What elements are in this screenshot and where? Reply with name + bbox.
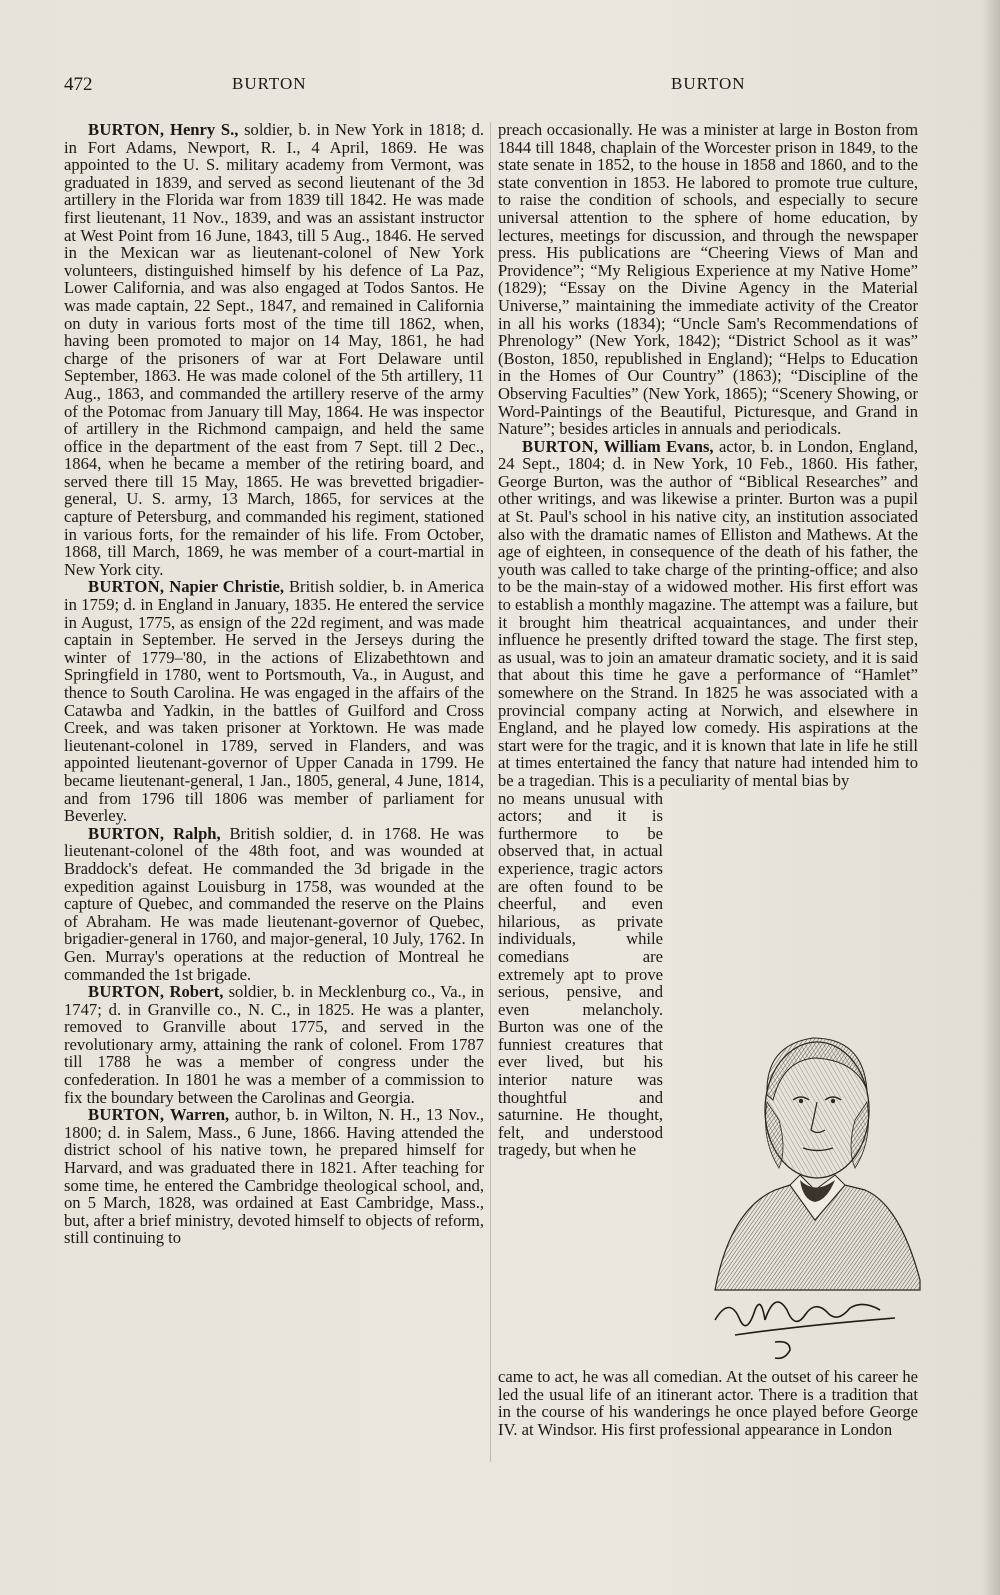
- entry-text: actor, b. in London, England, 24 Sept., 1804; d. in New York, 10 Feb., 1860. His father, George Burton, was the author of “Biblical Researches” and other writings, and was likewise a printer. Burton was a pupil at St. Paul's school in his native city, an institution associated also with the dramatic names of Elliston and Mathews. At the age of eighteen, in consequence of the death of his father, the youth was called to take charge of the printing-office; and also to be the main-stay of a widowed mother. His first effort was to establish a monthly magazine. The attempt was a failure, but it brought him theatrical acquaintances, and under their influence he presently drifted toward the stage. The first step, as usual, was to join an amateur dramatic society, and it is said that about this time he gave a performance of “Hamlet” somewhere on the Strand. In 1825 he was associated with a provincial company acting at Norwich, and elsewhere in England, and he played low comedy. His aspirations at the start were for the tragic, and it is known that late in life he still at times entertained the fancy that nature had intended him to be a tragedian. This is a peculiarity of mental bias by: [498, 436, 918, 790]
- engraved-portrait-icon: [695, 990, 930, 1365]
- entry-given-name: William Evans,: [603, 436, 714, 456]
- entry-warren-burton: [64, 1106, 484, 1247]
- entry-robert-burton: [64, 983, 484, 1106]
- entry-ralph-burton: [64, 825, 484, 983]
- page-header: [0, 74, 1000, 100]
- entry-given-name: Ralph,: [173, 823, 221, 843]
- running-head-left: BURTON: [232, 74, 307, 93]
- entry-napier-christie-burton: [64, 578, 484, 824]
- tail-text: came to act, he was all comedian. At the outset of his career he led the usual life of an itinerant actor. There is a tradition that in the course of his wanderings he once played before George IV. at Windsor. His first professional appearance in London: [498, 1367, 918, 1439]
- entry-text: author, b. in Wilton, N. H., 13 Nov., 1800; d. in Salem, Mass., 6 June, 1866. Having attended the district school of his native town, he prepared himself for Harvard, and was graduated there in 1821. After teaching for some time, he entered the Cambridge theological school, and, on 5 March, 1828, was ordained at East Cambridge, Mass., but, after a brief ministry, devoted himself to objects of reform, still continuing to: [64, 1105, 484, 1248]
- entry-given-name: Henry S.,: [170, 120, 239, 139]
- entry-text: British soldier, b. in America in 1759; d. in England in January, 1835. He entered the service in August, 1775, as ensign of the 22d regiment, and was made captain in September. He served in the Jerseys during the winter of 1779–'80, in the actions of Elizabethtown and Springfield in 1780, went to Portsmouth, Va., in August, and thence to South Carolina. He was engaged in the affairs of the Catawba and Yadkin, in the battles of Guilford and Cross Creek, and was taken prisoner at Yorktown. He was made lieutenant-colonel in 1789, served in Flanders, and was appointed lieutenant-governor of Upper Canada in 1799. He became lieutenant-general, 1 Jan., 1805, general, 4 June, 1814, and from 1796 till 1806 was member of parliament for Beverley.: [64, 577, 485, 826]
- wrap-around-text: no means unusual with actors; and it is furthermore to be observed that, in actual experience, tragic actors are often found to be cheerful, and even hilarious, as private individuals, while comedians are extremely apt to prove serious, pensive, and even melancholy. Burton was one of the funniest creatures that ever lived, but his interior nature was thoughtful and saturnine. He thought, felt, and understood tragedy, but when he: [498, 788, 663, 1160]
- continuation-text: preach occasionally. He was a minister at large in Boston from 1844 till 1848, chaplain of the Worcester prison in 1849, to the state senate in 1852, to the house in 1858 and 1860, and to the state convention in 1853. He labored to promote true culture, to raise the condition of schools, and especially to secure universal attention to the sphere of home education, by lectures, meetings for discussion, and through the newspaper press. His publications are “Cheering Views of Man and Providence”; “My Religious Experience at my Native Home” (1829); “Essay on the Divine Agency in the Material Universe,” maintaining the immediate activity of the Creator in all his works (1834); “Uncle Sam's Recommendations of Phrenology” (New York, 1842); “District School as it was” (Boston, 1850, republished in England); “Helps to Education in the Homes of Our Country” (1863); “Discipline of the Observing Faculties” (New York, 1865); “Scenery Showing, or Word-Paintings of the Beautiful, Picturesque, and Grand in Nature”; besides articles in annuals and periodicals.: [498, 120, 918, 439]
- entry-given-name: Napier Christie,: [169, 577, 285, 597]
- entry-headword: BURTON,: [88, 823, 165, 843]
- entry-text: soldier, b. in New York in 1818; d. in Fort Adams, Newport, R. I., 4 April, 1869. He was appointed to the U. S. military academy from Vermont, was graduated in 1839, and served as second lieutenant of the 3d artillery in the Florida war from 1839 till 1842. He was made first lieutenant, 11 Nov., 1839, and was an assistant instructor at West Point from 16 June, 1843, till 5 Aug., 1846. He served in the Mexican war as lieutenant-colonel of New York volunteers, distinguished himself by his defence of La Paz, Lower California, and was also engaged at Todos Santos. He was made captain, 22 Sept., 1847, and remained in California on duty in various forts most of the time till 1862, when, having been promoted to major on 14 May, 1861, he had charge of the prisoners of war at Fort Delaware until September, 1863. He was made colonel of the 5th artillery, 11 Aug., 1863, and commanded the artillery reserve of the army of the Potomac from January till May, 1864. He was inspector of artillery in the Richmond campaign, and held the same office in the department of the east from 7 Sept. till 2 Dec., 1864, when he became a member of the retiring board, and served there till 15 May, 1865. He was brevetted brigadier-general, U. S. army, 13 March, 1865, for services at the capture of Petersburg, and commanded his regiment, stationed in various forts, for the remainder of his life. From October, 1868, till March, 1869, he was member of a court-martial in New York city.: [64, 120, 484, 579]
- entry-headword: BURTON,: [522, 436, 599, 456]
- portrait-illustration: [695, 990, 930, 1365]
- left-column: [64, 121, 484, 1247]
- entry-headword: BURTON,: [88, 982, 165, 1002]
- running-head-right: BURTON: [671, 74, 746, 93]
- signature: [715, 1302, 895, 1358]
- entry-headword: BURTON,: [88, 120, 165, 139]
- page-edge-shadow: [982, 0, 1000, 1595]
- entry-headword: BURTON,: [88, 577, 165, 597]
- entry-headword: BURTON,: [88, 1105, 165, 1125]
- page-number: 472: [64, 74, 93, 95]
- entry-given-name: Robert,: [169, 982, 224, 1002]
- entry-continuation: [498, 121, 918, 438]
- entry-william-evans-burton: [498, 438, 918, 790]
- column-divider: [490, 122, 491, 1462]
- entry-text: soldier, b. in Mecklenburg co., Va., in 1747; d. in Granville co., N. C., in 1825. He was a planter, removed to Granville about 1775, and served in the revolutionary army, attaining the rank of colonel. From 1787 till 1788 he was a member of congress under the confederation. In 1801 he was a member of a commission to fix the boundary between the Carolinas and Georgia.: [64, 982, 485, 1107]
- entry-text: British soldier, d. in 1768. He was lieutenant-colonel of the 48th foot, and was wounded at Braddock's defeat. He commanded the 3d brigade in the expedition against Louisburg in 1758, was wounded at the capture of Quebec, and commanded the reserve on the Plains of Abraham. He was made lieutenant-governor of Quebec, brigadier-general in 1760, and major-general, 10 July, 1762. In Gen. Murray's operations at the reduction of Montreal he commanded the 1st brigade.: [64, 823, 484, 984]
- entry-given-name: Warren,: [170, 1105, 230, 1125]
- entry-henry-s-burton: [64, 121, 484, 578]
